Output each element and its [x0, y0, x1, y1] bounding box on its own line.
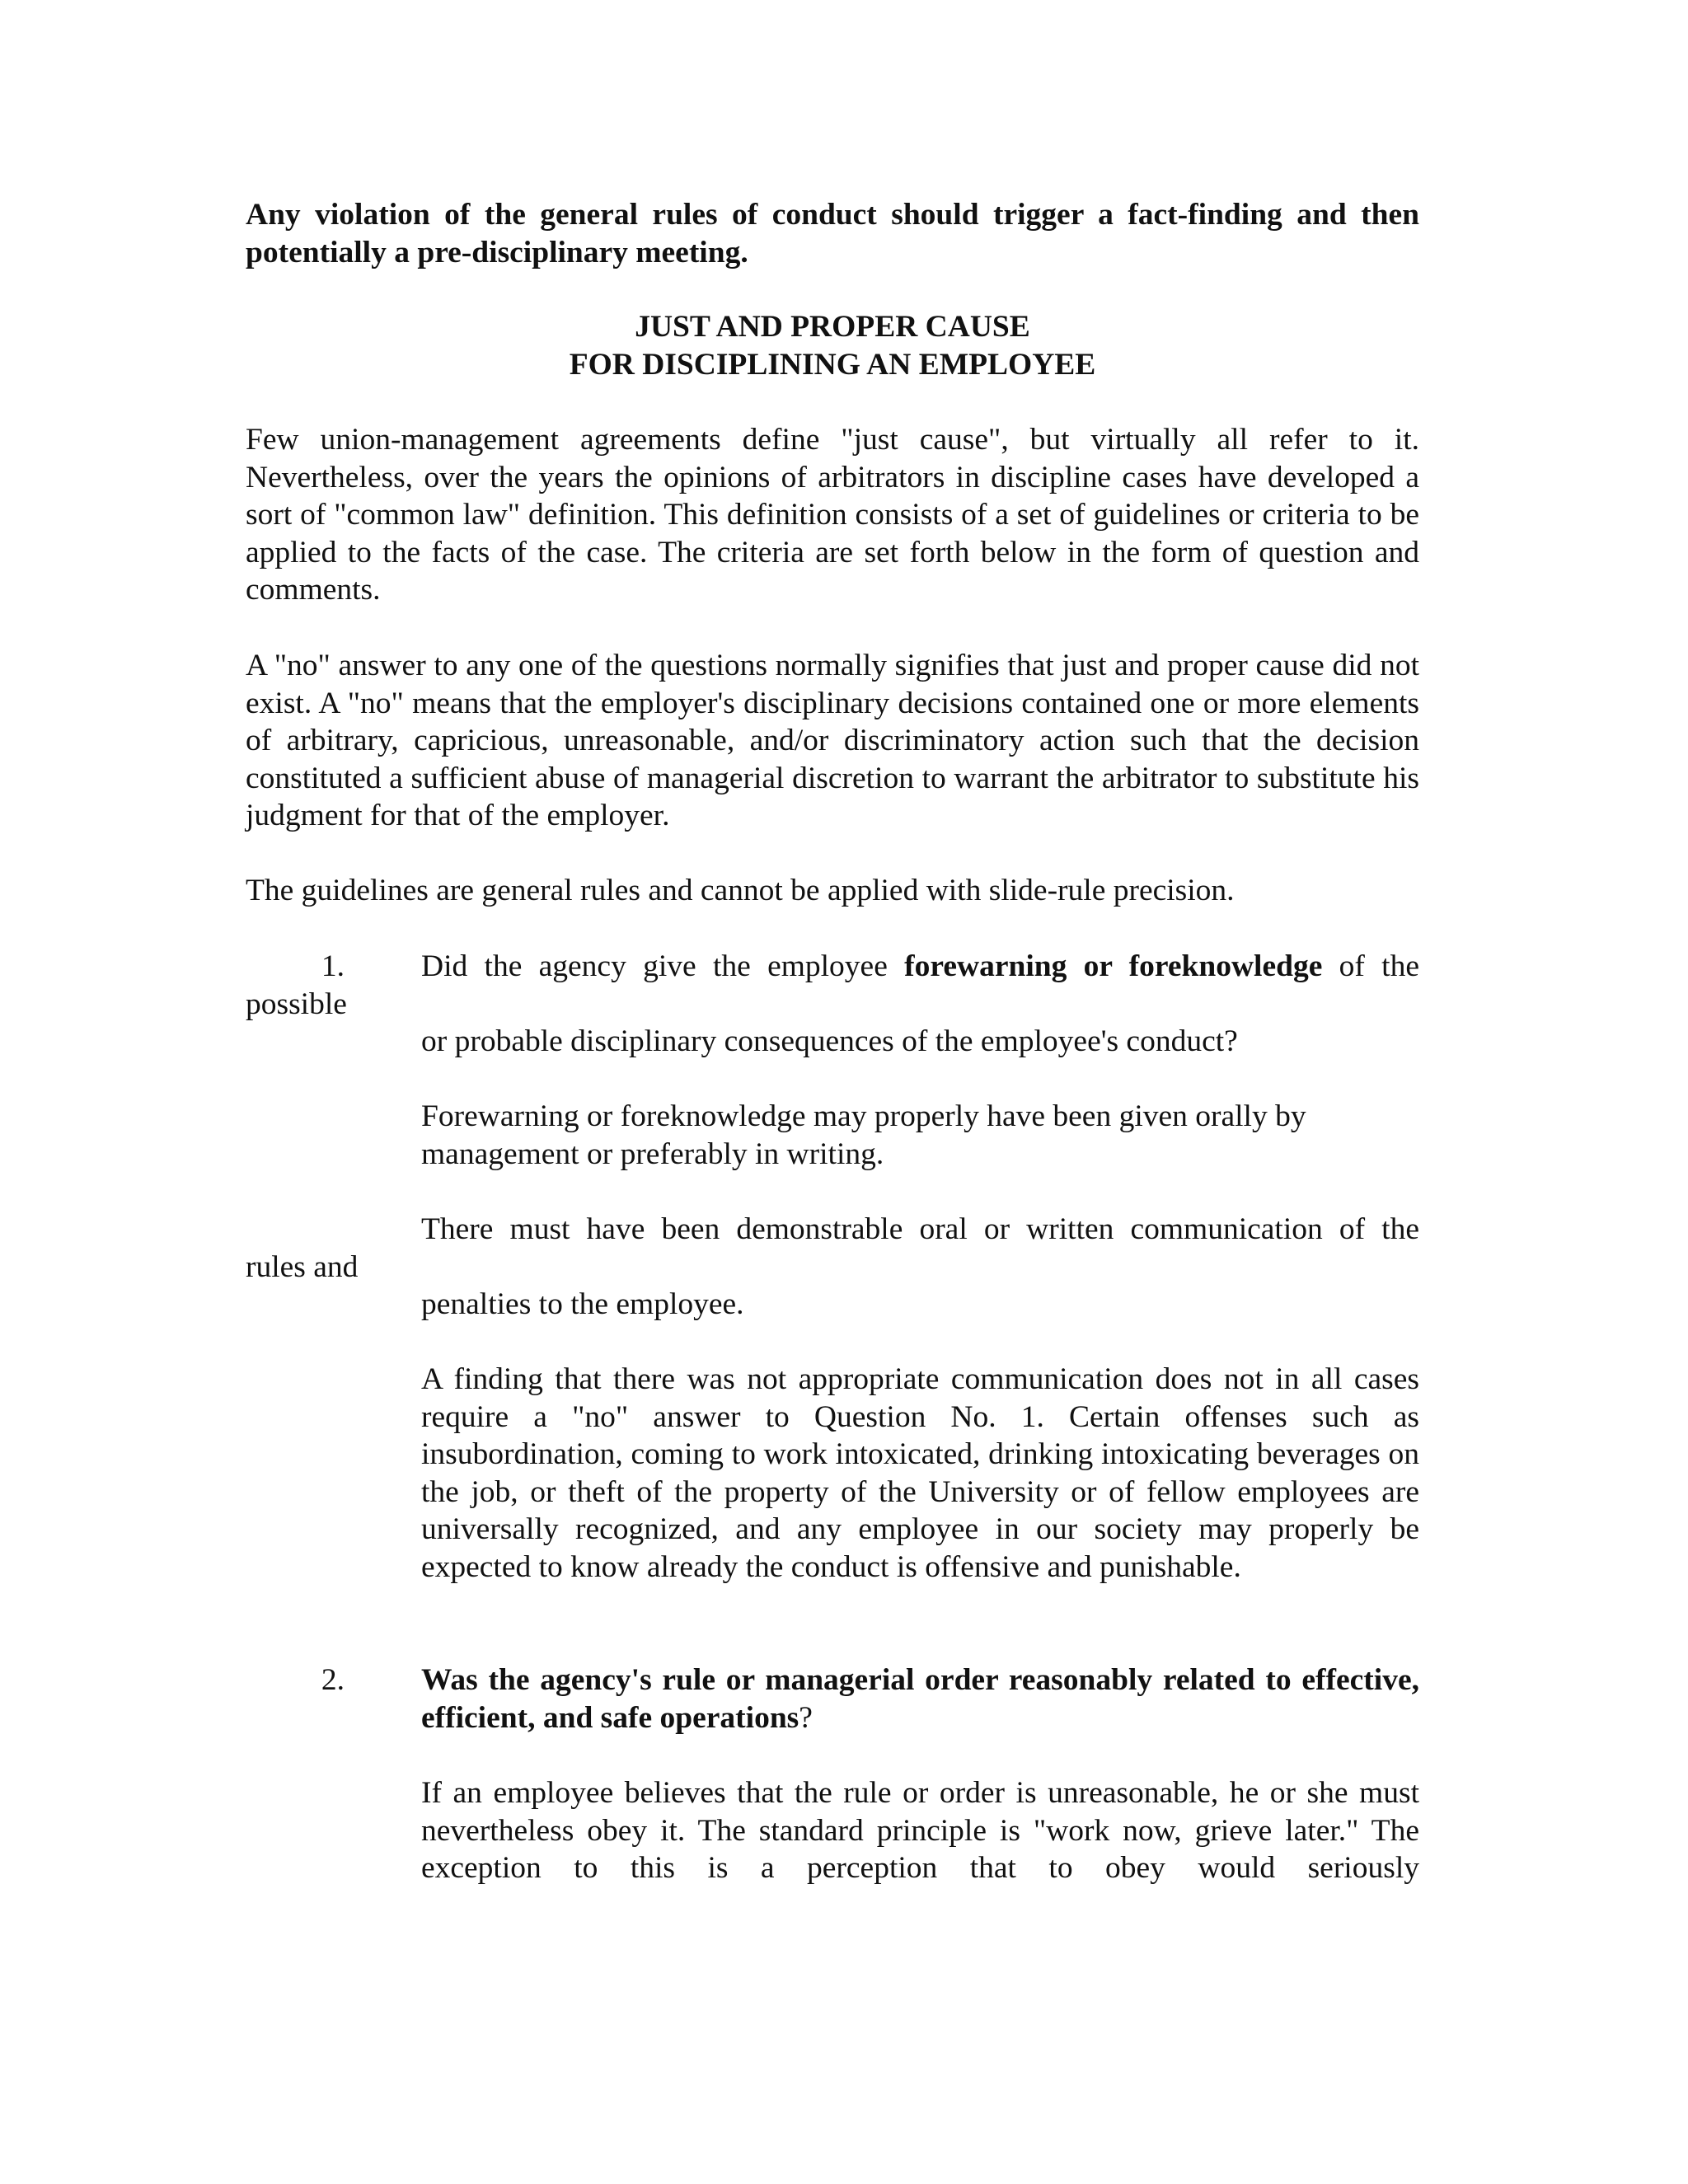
heading-line-1: JUST AND PROPER CAUSE	[635, 310, 1030, 344]
intro-statement: Any violation of the general rules of conduct should trigger a fact-finding and then potentially a pre-disciplinary meeting.	[246, 198, 1419, 269]
comment-1-forewarning: Forewarning or foreknowledge may properly have been given orally by management or preferably in writing.	[421, 1099, 1306, 1171]
comment-1-communication-line: There must have been demonstrable oral or written communication of the	[421, 1212, 1419, 1246]
question-number: 1.	[321, 949, 345, 983]
question-1-emphasis: forewarning or foreknowledge	[904, 949, 1323, 983]
comment-1-wrap: rules and	[246, 1250, 359, 1284]
question-1-line	[421, 948, 1419, 986]
question-2-text	[421, 1661, 1419, 1736]
question-2-text-end: ?	[799, 1700, 813, 1735]
section-heading	[246, 308, 1419, 383]
comment-1-continuation: penalties to the employee.	[421, 1287, 744, 1321]
question-1-text-end: of the	[1322, 949, 1419, 983]
paragraph-just-cause-definition: Few union-management agreements define "just cause", but virtually all refer to it. Nevertheless, over the years the opinions of arbitrators in discipline cases have developed a sort of "common law" definition. This definition consists of a set of guidelines or criteria to be applied to the facts of the case. The criteria are set forth below in the form of question and comments.	[246, 423, 1419, 607]
paragraph-guidelines: The guidelines are general rules and cannot be applied with slide-rule precision.	[246, 874, 1235, 907]
comment-1-finding: A finding that there was not appropriate communication does not in all cases require a "no" answer to Question No. 1. Certain offenses such as insubordination, coming to work intoxicated, drinking intoxicating beverages on the job, or theft of the property of the University or of fellow employees are universally recognized, and any employee in our society may properly be expected to know already the conduct is offensive and punishable.	[421, 1362, 1419, 1584]
question-2-emphasis: Was the agency's rule or managerial order reasonably related to effective, efficient, and safe operations	[421, 1663, 1419, 1735]
paragraph-no-answer: A "no" answer to any one of the questions normally signifies that just and proper cause did not exist. A "no" means that the employer's disciplinary decisions contained one or more elements of arbitrary, capricious, unreasonable, and/or discriminatory action such that the decision constituted a sufficient abuse of managerial discretion to warrant the arbitrator to substitute his judgment for that of the employer.	[246, 649, 1419, 832]
heading-line-2: FOR DISCIPLINING AN EMPLOYEE	[569, 347, 1096, 382]
question-number: 2.	[321, 1663, 345, 1697]
comment-2-obey: If an employee believes that the rule or order is unreasonable, he or she must nevertheless obey it. The standard principle is "work now, grieve later." The exception to this is a perception that to obey would seriously	[421, 1776, 1419, 1885]
question-1-text-start: Did the agency give the employee	[421, 949, 905, 983]
question-1-continuation: or probable disciplinary consequences of the employee's conduct?	[421, 1024, 1238, 1058]
question-1-wrap: possible	[246, 987, 347, 1021]
